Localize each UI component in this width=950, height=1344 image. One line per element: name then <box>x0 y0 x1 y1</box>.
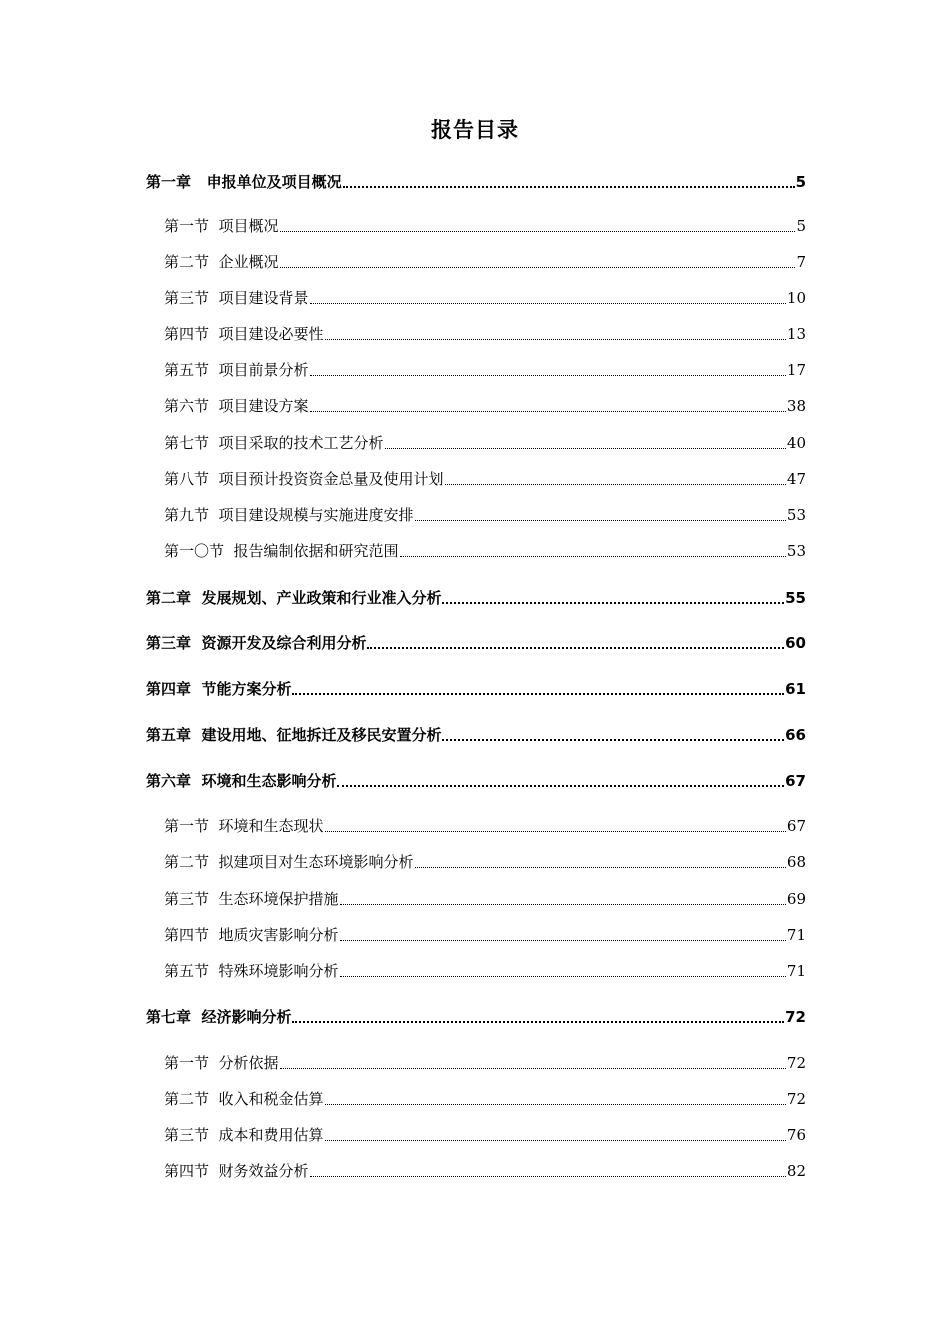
toc-entry-title: 第八节 项目预计投资资金总量及使用计划 <box>164 470 444 488</box>
toc-entry-chapter-3[interactable] <box>146 632 806 654</box>
toc-entry-page: 71 <box>786 962 806 980</box>
toc-leader-dots <box>442 739 784 741</box>
toc-entry-chapter-7[interactable] <box>146 1006 806 1028</box>
toc-entry-title: 第三章 资源开发及综合利用分析 <box>146 634 367 652</box>
toc-leader-dots <box>310 375 786 376</box>
toc-entry-title: 第九节 项目建设规模与实施进度安排 <box>164 506 414 524</box>
toc-leader-dots <box>280 1068 786 1069</box>
toc-leader-dots <box>343 186 795 188</box>
toc-entry-section[interactable] <box>164 1160 806 1182</box>
toc-leader-dots <box>292 1021 784 1023</box>
toc-entry-page: 38 <box>786 397 806 415</box>
toc-leader-dots <box>400 556 786 557</box>
toc-entry-page: 69 <box>786 890 806 908</box>
toc-entry-title: 第六节 项目建设方案 <box>164 397 309 415</box>
page-title: 报告目录 <box>431 118 519 142</box>
toc-leader-dots <box>385 448 786 449</box>
toc-leader-dots <box>340 976 786 977</box>
toc-entry-section[interactable] <box>164 287 806 309</box>
toc-leader-dots <box>325 831 786 832</box>
toc-entry-section[interactable] <box>164 540 806 562</box>
toc-entry-page: 72 <box>785 1008 806 1026</box>
toc-entry-page: 7 <box>796 253 806 271</box>
toc-entry-page: 82 <box>786 1162 806 1180</box>
toc-entry-section[interactable] <box>164 924 806 946</box>
toc-entry-title: 第二节 企业概况 <box>164 253 279 271</box>
toc-leader-dots <box>415 867 786 868</box>
toc-leader-dots <box>310 411 786 412</box>
toc-entry-page: 68 <box>786 853 806 871</box>
toc-entry-title: 第一节 环境和生态现状 <box>164 817 324 835</box>
toc-entry-section[interactable] <box>164 1088 806 1110</box>
toc-entry-page: 72 <box>786 1090 806 1108</box>
toc-entry-page: 53 <box>786 506 806 524</box>
toc-entry-title: 第五节 特殊环境影响分析 <box>164 962 339 980</box>
toc-entry-title: 第三节 成本和费用估算 <box>164 1126 324 1144</box>
toc-entry-section[interactable] <box>164 251 806 273</box>
toc-leader-dots <box>280 267 796 268</box>
toc-entry-page: 76 <box>786 1126 806 1144</box>
toc-entry-title: 第三节 生态环境保护措施 <box>164 890 339 908</box>
toc-entry-page: 10 <box>786 289 806 307</box>
toc-entry-section[interactable] <box>164 395 806 417</box>
toc-leader-dots <box>337 785 784 787</box>
toc-entry-title: 第七节 项目采取的技术工艺分析 <box>164 434 384 452</box>
toc-leader-dots <box>445 484 786 485</box>
toc-entry-page: 66 <box>785 726 806 744</box>
toc-leader-dots <box>280 231 796 232</box>
toc-entry-section[interactable] <box>164 815 806 837</box>
toc-entry-section[interactable] <box>164 1124 806 1146</box>
toc-entry-title: 第五章 建设用地、征地拆迁及移民安置分析 <box>146 726 442 744</box>
toc-entry-title: 第二章 发展规划、产业政策和行业准入分析 <box>146 589 442 607</box>
toc-entry-chapter-1[interactable] <box>146 171 806 193</box>
toc-leader-dots <box>310 303 786 304</box>
toc-entry-section[interactable] <box>164 1052 806 1074</box>
toc-entry-section[interactable] <box>164 960 806 982</box>
toc-entry-title: 第一节 项目概况 <box>164 217 279 235</box>
toc-entry-section[interactable] <box>164 504 806 526</box>
toc-entry-page: 60 <box>785 634 806 652</box>
toc-entry-page: 55 <box>785 589 806 607</box>
toc-entry-page: 17 <box>786 361 806 379</box>
toc-entry-page: 72 <box>786 1054 806 1072</box>
toc-entry-title: 第三节 项目建设背景 <box>164 289 309 307</box>
toc-leader-dots <box>340 904 786 905</box>
toc-leader-dots <box>325 1140 786 1141</box>
toc-entry-chapter-6[interactable] <box>146 770 806 792</box>
toc-entry-page: 13 <box>786 325 806 343</box>
toc-leader-dots <box>325 339 786 340</box>
toc-entry-page: 5 <box>796 217 806 235</box>
toc-entry-section[interactable] <box>164 468 806 490</box>
toc-entry-title: 第六章 环境和生态影响分析 <box>146 772 337 790</box>
toc-entry-section[interactable] <box>164 215 806 237</box>
toc-entry-page: 71 <box>786 926 806 944</box>
toc-entry-section[interactable] <box>164 888 806 910</box>
toc-entry-page: 40 <box>786 434 806 452</box>
toc-leader-dots <box>292 693 784 695</box>
toc-entry-page: 53 <box>786 542 806 560</box>
toc-leader-dots <box>415 520 786 521</box>
toc-entry-title: 第一〇节 报告编制依据和研究范围 <box>164 542 399 560</box>
toc-entry-section[interactable] <box>164 323 806 345</box>
toc-entry-section[interactable] <box>164 359 806 381</box>
toc-entry-page: 67 <box>785 772 806 790</box>
toc-entry-chapter-4[interactable] <box>146 678 806 700</box>
toc-entry-section[interactable] <box>164 432 806 454</box>
toc-entry-title: 第七章 经济影响分析 <box>146 1008 292 1026</box>
toc-entry-title: 第二节 收入和税金估算 <box>164 1090 324 1108</box>
toc-entry-title: 第一节 分析依据 <box>164 1054 279 1072</box>
toc-entry-page: 47 <box>786 470 806 488</box>
toc-leader-dots <box>310 1176 786 1177</box>
toc-leader-dots <box>340 940 786 941</box>
toc-entry-page: 5 <box>795 173 806 191</box>
toc-entry-page: 67 <box>786 817 806 835</box>
toc-entry-title: 第四节 项目建设必要性 <box>164 325 324 343</box>
toc-entry-chapter-2[interactable] <box>146 587 806 609</box>
toc-entry-title: 第四节 地质灾害影响分析 <box>164 926 339 944</box>
toc-entry-section[interactable] <box>164 851 806 873</box>
toc-entry-title: 第四章 节能方案分析 <box>146 680 292 698</box>
toc-leader-dots <box>367 647 784 649</box>
toc-entry-page: 61 <box>785 680 806 698</box>
toc-entry-title: 第二节 拟建项目对生态环境影响分析 <box>164 853 414 871</box>
toc-leader-dots <box>325 1104 786 1105</box>
toc-entry-title: 第五节 项目前景分析 <box>164 361 309 379</box>
toc-leader-dots <box>442 602 784 604</box>
toc-entry-title: 第一章 申报单位及项目概况 <box>146 173 342 191</box>
toc-entry-title: 第四节 财务效益分析 <box>164 1162 309 1180</box>
toc-entry-chapter-5[interactable] <box>146 724 806 746</box>
